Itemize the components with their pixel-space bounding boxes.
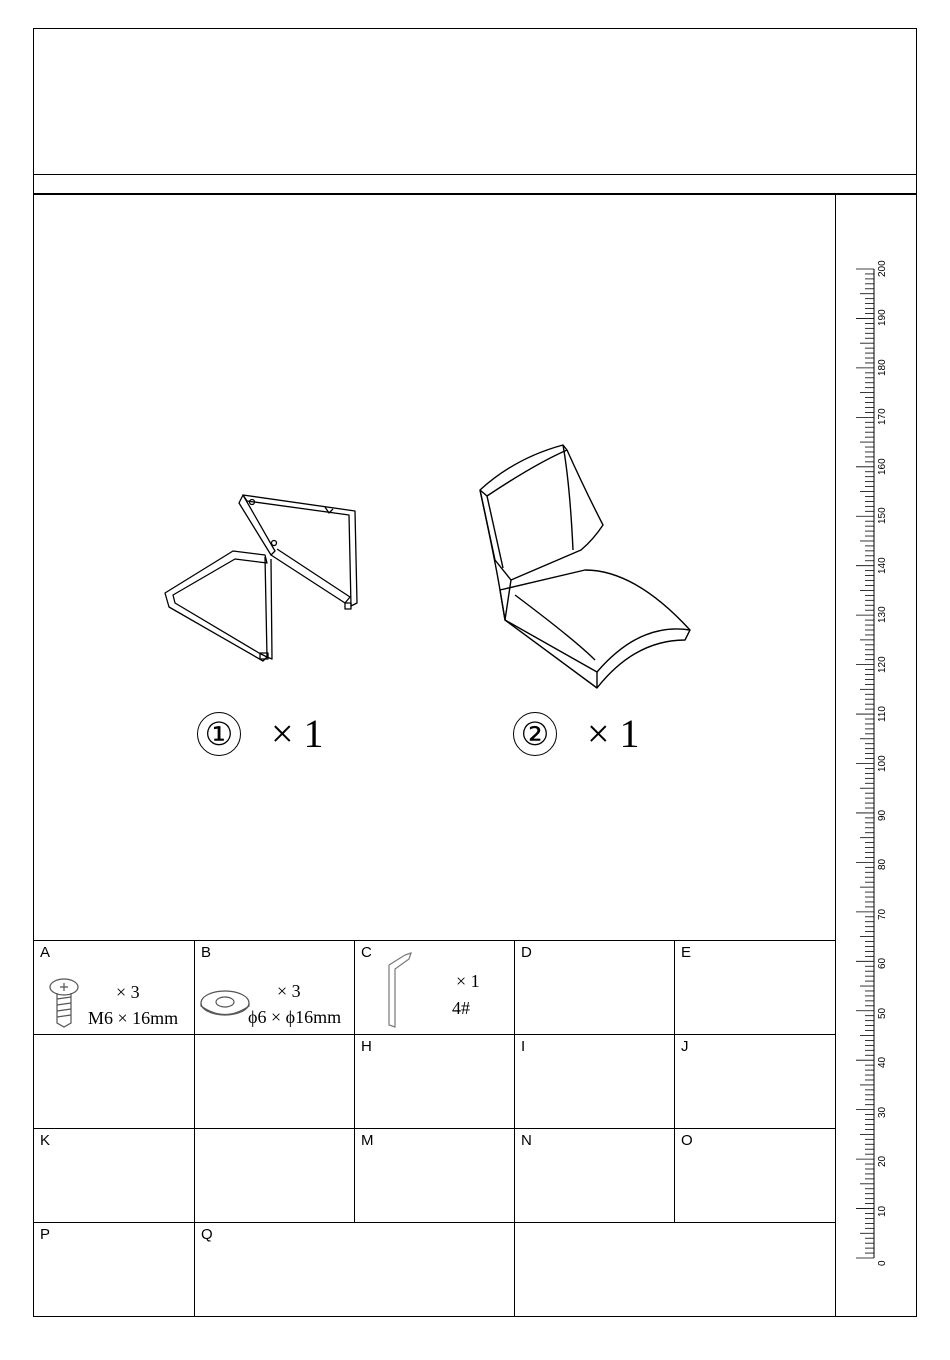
part-number-2: ②	[513, 712, 557, 756]
hardware-cell-d	[514, 940, 675, 1035]
hardware-cell-blank	[514, 1222, 836, 1317]
ruler-label: 200	[877, 260, 888, 277]
cell-letter-j: J	[681, 1038, 689, 1055]
hardware-cell-q	[194, 1222, 515, 1317]
subheader-strip	[33, 174, 917, 195]
part-label-2	[513, 710, 640, 757]
cell-letter-n: N	[521, 1132, 532, 1149]
hardware-cell-i	[514, 1034, 675, 1129]
hardware-cell-j	[674, 1034, 836, 1129]
ruler-label: 40	[877, 1057, 888, 1069]
ruler-label: 150	[877, 507, 888, 525]
mm-ruler	[850, 255, 880, 1270]
ruler-label: 10	[877, 1205, 888, 1217]
hardware-cell-h	[354, 1034, 515, 1129]
washer-icon	[199, 989, 251, 1019]
cell-letter-b: B	[201, 944, 212, 961]
part-label-1	[197, 710, 324, 757]
header-block	[33, 28, 917, 175]
cell-letter-p: P	[40, 1226, 51, 1243]
ruler-label: 190	[877, 309, 888, 327]
ruler-label: 130	[877, 606, 888, 624]
part-qty-2: × 1	[587, 711, 640, 756]
chair-seat-icon	[475, 440, 700, 695]
spec-b: ϕ6 × ϕ16mm	[248, 1007, 342, 1027]
hardware-cell-k	[33, 1128, 195, 1223]
hardware-cell-b	[194, 940, 355, 1035]
spec-c: 4#	[452, 998, 470, 1018]
ruler-label: 20	[877, 1155, 888, 1168]
ruler-label: 50	[877, 1007, 888, 1019]
ruler-label: 180	[877, 359, 888, 376]
qty-c: × 1	[456, 971, 480, 991]
qty-b: × 3	[277, 981, 301, 1001]
hardware-cell-l	[194, 1128, 355, 1223]
hardware-cell-c	[354, 940, 515, 1035]
ruler-label: 120	[877, 655, 888, 673]
part-qty-1: × 1	[271, 711, 324, 756]
cell-letter-e: E	[681, 944, 692, 961]
ruler-label: 0	[877, 1260, 888, 1266]
hardware-cell-m	[354, 1128, 515, 1223]
allen-key-icon	[385, 951, 417, 1031]
ruler-label: 90	[877, 809, 888, 821]
ruler-label: 110	[877, 706, 888, 723]
hardware-cell-p	[33, 1222, 195, 1317]
hardware-cell-e	[674, 940, 836, 1035]
ruler-label: 100	[877, 754, 888, 772]
ruler-label: 70	[877, 908, 888, 920]
ruler-label: 170	[877, 408, 888, 426]
cell-letter-o: O	[681, 1132, 693, 1149]
cell-letter-c: C	[361, 944, 372, 961]
ruler-label: 140	[877, 557, 888, 574]
hardware-cell-f	[33, 1034, 195, 1129]
cell-letter-h: H	[361, 1038, 372, 1055]
cell-letter-q: Q	[201, 1226, 213, 1243]
hardware-cell-a	[33, 940, 195, 1035]
cell-letter-i: I	[521, 1038, 526, 1055]
hardware-cell-o	[674, 1128, 836, 1223]
hardware-cell-g	[194, 1034, 355, 1129]
cell-letter-k: K	[40, 1132, 51, 1149]
cell-letter-a: A	[40, 944, 51, 961]
screw-icon	[48, 977, 80, 1029]
hardware-cell-n	[514, 1128, 675, 1223]
ruler-label: 60	[877, 958, 888, 970]
spec-a: M6 × 16mm	[88, 1008, 179, 1028]
qty-a: × 3	[116, 982, 140, 1002]
ruler-label: 80	[877, 859, 888, 871]
part-number-1: ①	[197, 712, 241, 756]
ruler-label: 30	[877, 1106, 888, 1118]
cell-letter-d: D	[521, 944, 532, 961]
cell-letter-m: M	[361, 1132, 374, 1149]
chair-frame-icon	[155, 485, 370, 670]
ruler-label: 160	[877, 458, 888, 475]
